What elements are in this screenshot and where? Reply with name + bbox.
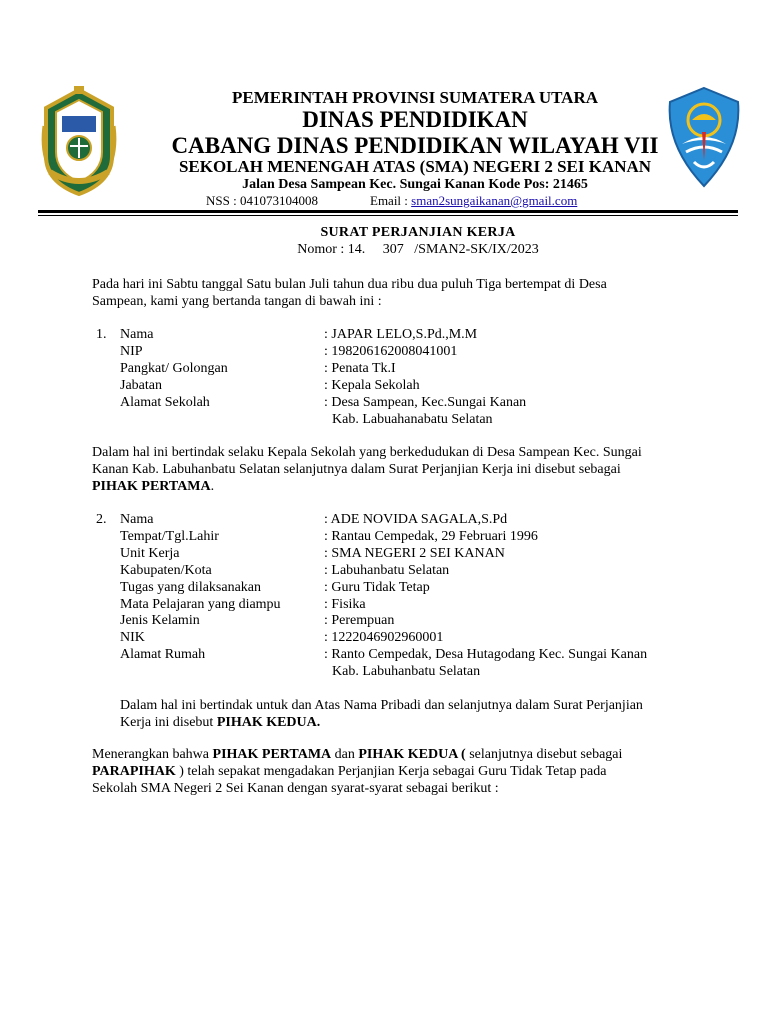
party2-label: Unit Kerja — [120, 546, 180, 561]
party1-value: : Penata Tk.I — [324, 361, 396, 376]
email-link[interactable]: sman2sungaikanan@gmail.com — [411, 193, 578, 208]
header-email — [370, 193, 577, 209]
party2-label: Mata Pelajaran yang diampu — [120, 597, 281, 612]
party2-value: : Perempuan — [324, 613, 395, 628]
party1-paragraph — [92, 444, 712, 495]
party1-label: NIP — [120, 344, 143, 359]
party2-label: Jenis Kelamin — [120, 613, 200, 628]
party2-value: : Rantau Cempedak, 29 Februari 1996 — [324, 529, 538, 544]
paragraph-line — [120, 714, 720, 731]
pihak-kedua-bold: PIHAK KEDUA. — [216, 715, 321, 730]
paragraph-text: Kerja ini disebut — [120, 715, 217, 730]
paragraph-line: Dalam hal ini bertindak untuk dan Atas Nama Pribadi dan selanjutnya dalam Surat Perjanjian — [120, 698, 643, 713]
party2-value: : Ranto Cempedak, Desa Hutagodang Kec. Sungai Kanan — [324, 647, 648, 662]
pihak-pertama-bold: PIHAK PERTAMA — [212, 747, 332, 762]
party2-label: NIK — [120, 630, 145, 645]
party2-value: : ADE NOVIDA SAGALA,S.Pd — [324, 512, 508, 527]
header-school: SEKOLAH MENENGAH ATAS (SMA) NEGERI 2 SEI KANAN — [178, 157, 652, 176]
party2-value: : Guru Tidak Tetap — [324, 580, 430, 595]
paragraph-text: Menerangkan bahwa — [92, 747, 213, 762]
party1-number: 1. — [96, 327, 107, 342]
intro-line: Sampean, kami yang bertanda tangan di bawah ini : — [92, 294, 382, 309]
paragraph-line — [92, 763, 712, 780]
header-address: Jalan Desa Sampean Kec. Sungai Kanan Kode Pos: 21465 — [242, 177, 588, 192]
paragraph-line — [92, 478, 712, 495]
party2-paragraph — [120, 697, 720, 731]
document-title: SURAT PERJANJIAN KERJA — [320, 225, 516, 240]
party2-label: Tempat/Tgl.Lahir — [120, 529, 219, 544]
header-divider-thick — [38, 210, 738, 213]
header-government: PEMERINTAH PROVINSI SUMATERA UTARA — [232, 88, 598, 107]
party1-label: Pangkat/ Golongan — [120, 361, 228, 376]
party1-value: : Desa Sampean, Kec.Sungai Kanan — [324, 395, 527, 410]
document-number: Nomor : 14. 307 /SMAN2-SK/IX/2023 — [297, 242, 539, 257]
party2-value: : SMA NEGERI 2 SEI KANAN — [324, 546, 505, 561]
header-divider-thin — [38, 215, 738, 216]
intro-line: Pada hari ini Sabtu tanggal Satu bulan Juli tahun dua ribu dua puluh Tiga bertempat di Desa — [92, 277, 607, 292]
header-nss: NSS : 041073104008 — [206, 193, 318, 208]
party1-label: Jabatan — [120, 378, 162, 393]
party2-label: Alamat Rumah — [120, 647, 206, 662]
pihak-pertama-bold: PIHAK PERTAMA — [92, 479, 211, 494]
party2-value: : Fisika — [324, 597, 366, 612]
paragraph-line: Kanan Kab. Labuhanbatu Selatan selanjutnya dalam Surat Perjanjian Kerja ini disebut sebagai — [92, 462, 621, 477]
party2-label: Nama — [120, 512, 154, 527]
paragraph-text: ) telah sepakat mengadakan Perjanjian Kerja sebagai Guru Tidak Tetap pada — [175, 764, 607, 779]
party1-value: : 198206162008041001 — [324, 344, 458, 359]
party2-value: : Labuhanbatu Selatan — [324, 563, 450, 578]
intro-paragraph — [92, 276, 712, 310]
agreement-paragraph — [92, 746, 712, 797]
paragraph-line: Dalam hal ini bertindak selaku Kepala Sekolah yang berkedudukan di Desa Sampean Kec. Sungai — [92, 445, 642, 460]
header-office: DINAS PENDIDIKAN — [302, 107, 528, 132]
paragraph-line: Sekolah SMA Negeri 2 Sei Kanan dengan syarat-syarat sebagai berikut : — [92, 781, 499, 796]
party1-address-cont: Kab. Labuahanabatu Selatan — [332, 412, 493, 427]
party1-label: Nama — [120, 327, 154, 342]
email-label: Email : — [370, 193, 412, 208]
header-branch: CABANG DINAS PENDIDIKAN WILAYAH VII — [171, 133, 659, 158]
party2-number: 2. — [96, 512, 107, 527]
paragraph-line — [92, 746, 712, 763]
party1-value: : JAPAR LELO,S.Pd.,M.M — [324, 327, 478, 342]
parapihak-bold: PARAPIHAK — [92, 764, 176, 779]
paragraph-text: selanjutnya disebut sebagai — [465, 747, 623, 762]
party2-value: : 1222046902960001 — [324, 630, 444, 645]
paragraph-text: dan — [331, 747, 359, 762]
party2-address-cont: Kab. Labuhanbatu Selatan — [332, 664, 481, 679]
party1-label: Alamat Sekolah — [120, 395, 210, 410]
party2-label: Tugas yang dilaksanakan — [120, 580, 262, 595]
paragraph-end: . — [210, 479, 215, 494]
party1-value: : Kepala Sekolah — [324, 378, 420, 393]
pihak-kedua-bold: PIHAK KEDUA ( — [358, 747, 466, 762]
party2-label: Kabupaten/Kota — [120, 563, 212, 578]
